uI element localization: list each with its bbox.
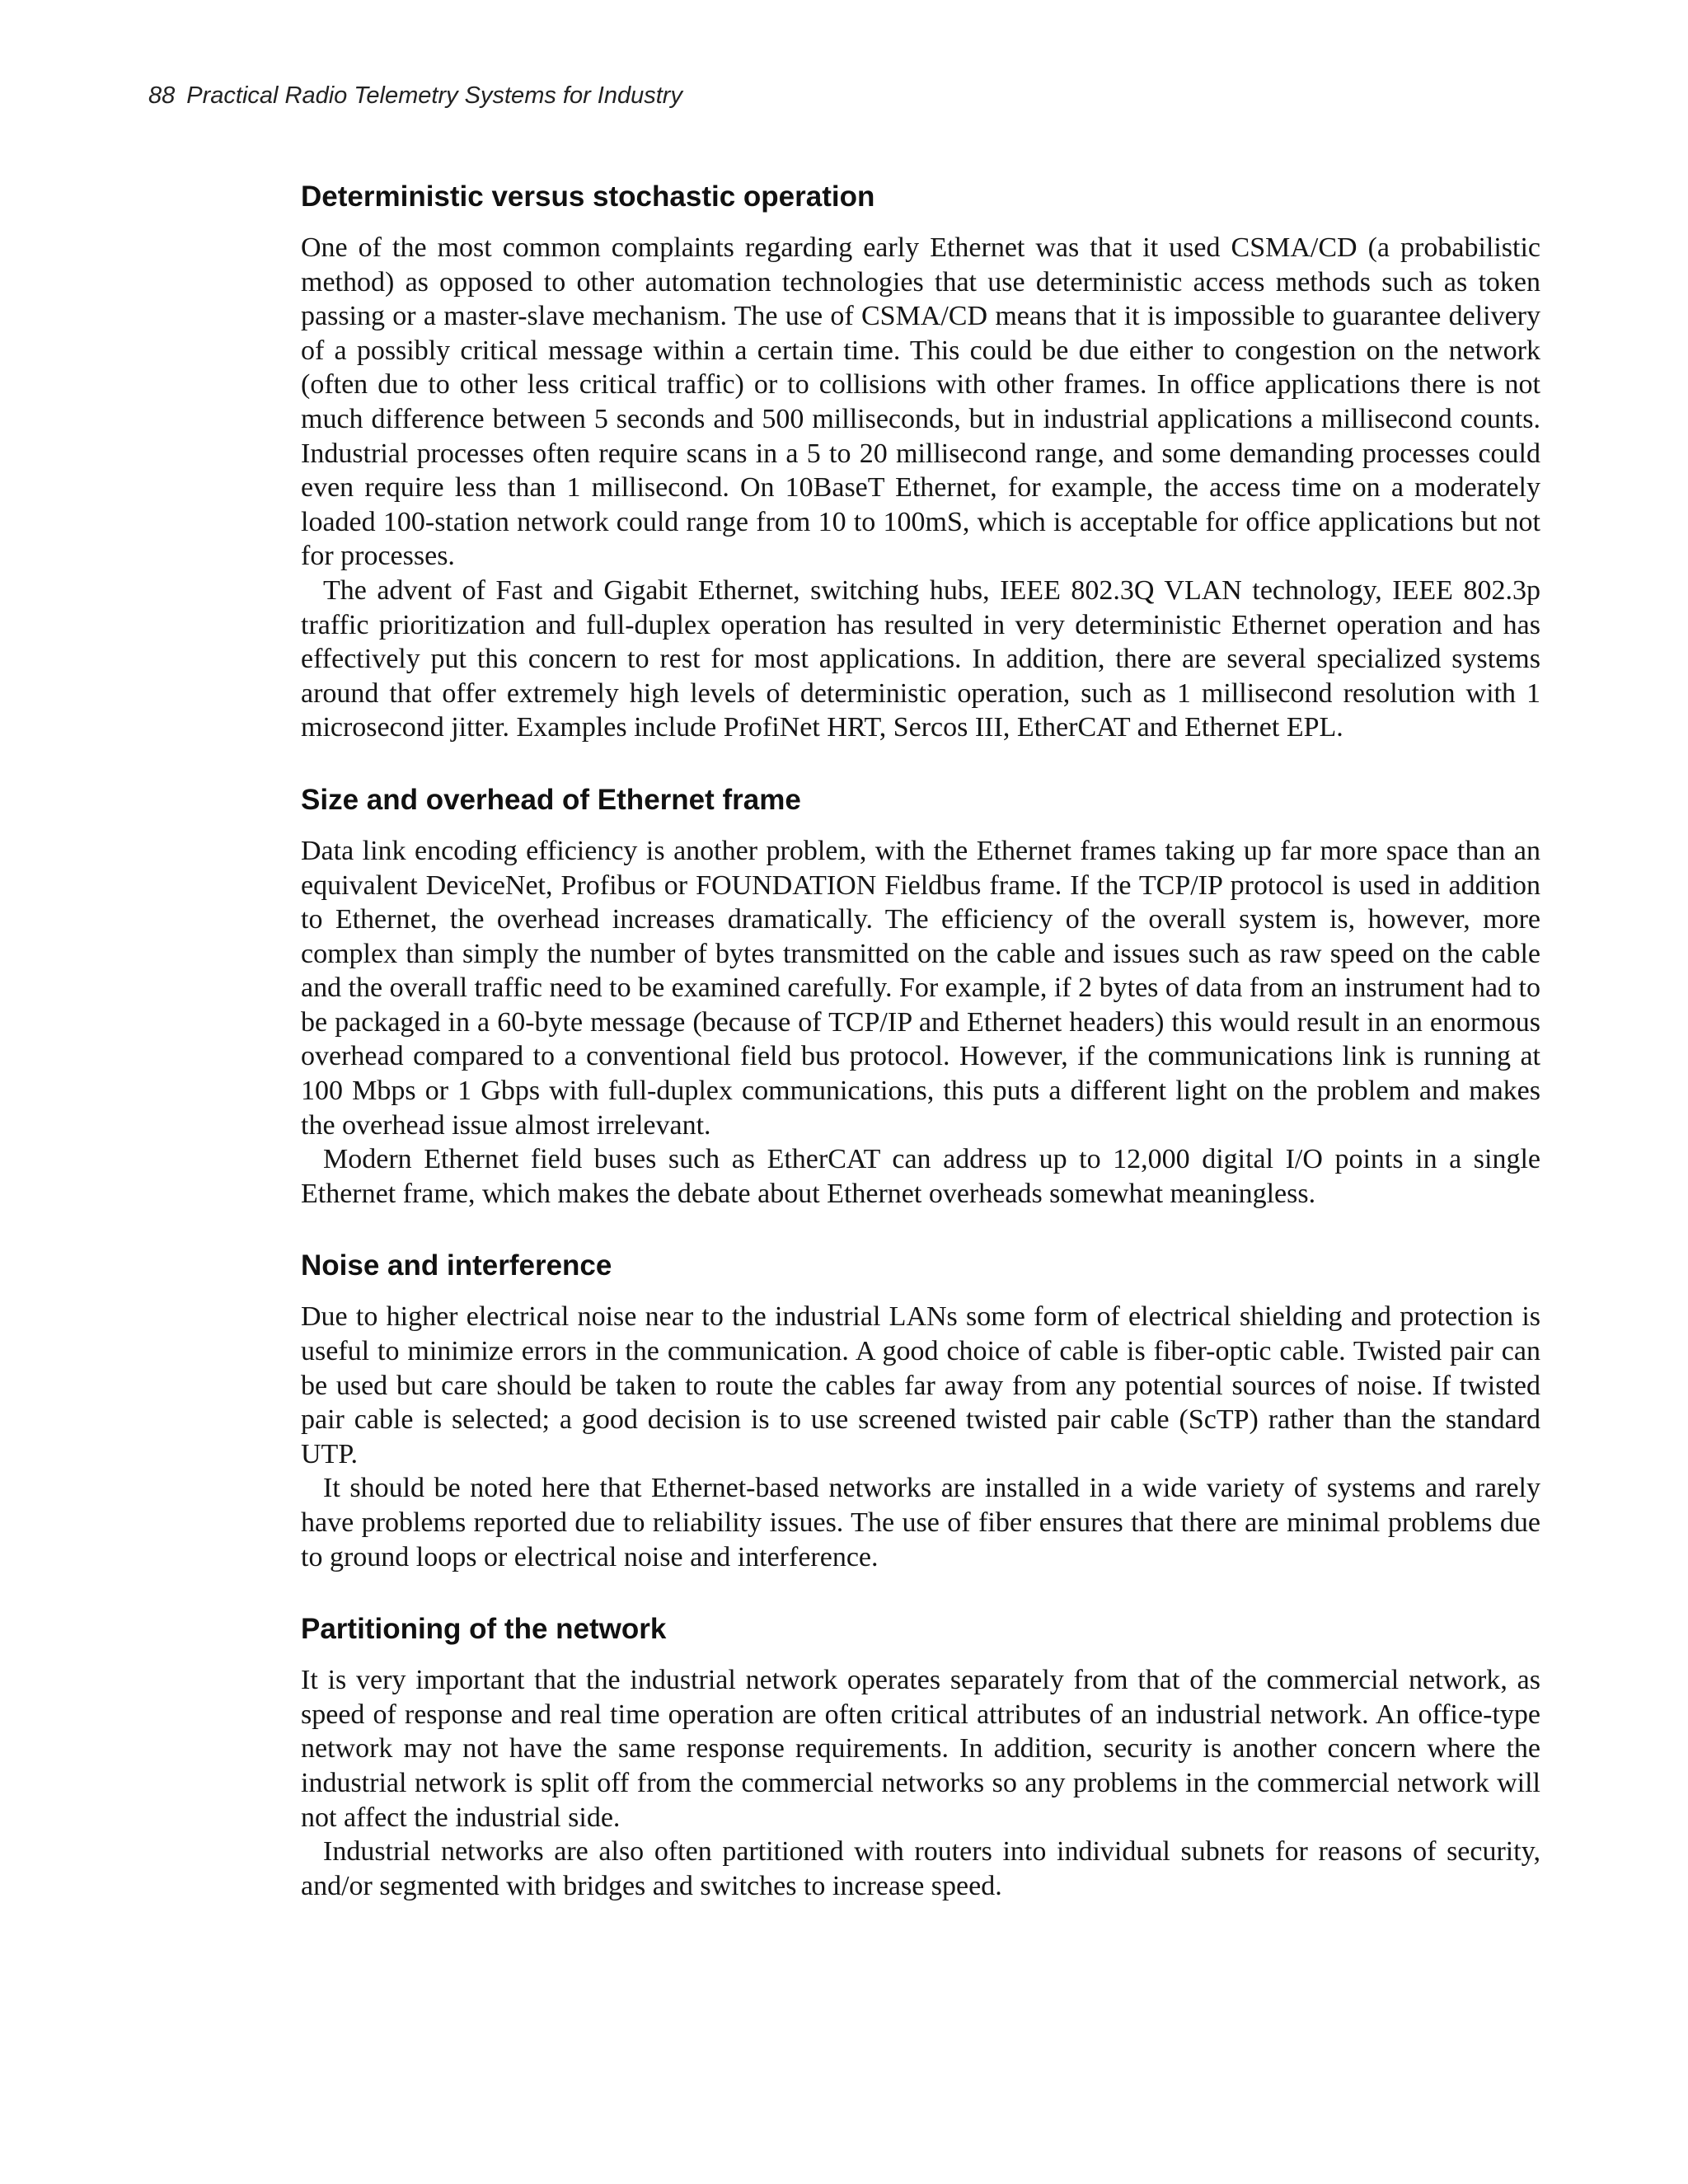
paragraph: Industrial networks are also often partitioned with routers into individual subnets for reasons of security, and/or segmented with bridges and switches to increase speed.: [301, 1836, 1540, 1901]
paragraph: Modern Ethernet field buses such as EtherCAT can address up to 12,000 digital I/O points in a single Ethernet frame, which makes the debate about Ethernet overheads somewhat meaningless.: [301, 1144, 1540, 1209]
section-noise-interference: [301, 1247, 1540, 1574]
paragraph: Data link encoding efficiency is another problem, with the Ethernet frames taking up far more space than an equivalent DeviceNet, Profibus or FOUNDATION Fieldbus frame. If the TCP/IP protocol is used in addition to Ethernet, the overhead increases dramatically. The efficiency of the overall system is, however, more complex than simply the number of bytes transmitted on the cable and issues such as raw speed on the cable and the overall traffic need to be examined carefully. For example, if 2 bytes of data from an instrument had to be packaged in a 60-byte message (because of TCP/IP and Ethernet headers) this would result in an enormous overhead compared to a conventional field bus protocol. However, if the communications link is running at 100 Mbps or 1 Gbps with full-duplex communications, this puts a different light on the problem and makes the overhead issue almost irrelevant.: [301, 835, 1540, 1141]
section-heading: Size and overhead of Ethernet frame: [301, 783, 801, 816]
section-network-partitioning: [301, 1610, 1540, 1903]
paragraph: It should be noted here that Ethernet-based networks are installed in a wide variety of systems and rarely have problems reported due to reliability issues. The use of fiber ensures that there are minimal problems due to ground loops or electrical noise and interference.: [301, 1473, 1540, 1572]
paragraph: One of the most common complaints regarding early Ethernet was that it used CSMA/CD (a probabilistic method) as opposed to other automation technologies that use deterministic access methods such as token passing or a master-slave mechanism. The use of CSMA/CD means that it is impossible to guarantee delivery of a possibly critical message within a certain time. This could be due either to congestion on the network (often due to other less critical traffic) or to collisions with other frames. In office applications there is not much difference between 5 seconds and 500 milliseconds, but in industrial applications a millisecond counts. Industrial processes often require scans in a 5 to 20 millisecond range, and some demanding processes could even require less than 1 millisecond. On 10BaseT Ethernet, for example, the access time on a moderately loaded 100-station network could range from 10 to 100mS, which is acceptable for office applications but not for processes.: [301, 232, 1540, 572]
page-number: 88: [148, 82, 176, 109]
section-heading: Deterministic versus stochastic operation: [301, 180, 875, 213]
section-deterministic-operation: [301, 178, 1540, 745]
running-header: [148, 82, 682, 110]
paragraph: It is very important that the industrial network operates separately from that of the commercial network, as speed of response and real time operation are often critical attributes of an industrial network. An office-type network may not have the same response requirements. In addition, security is another concern where the industrial network is split off from the commercial networks so any problems in the commercial network will not affect the industrial side.: [301, 1665, 1540, 1833]
book-title: Practical Radio Telemetry Systems for Industry: [186, 82, 682, 109]
paragraph: The advent of Fast and Gigabit Ethernet, switching hubs, IEEE 802.3Q VLAN technology, IEEE 802.3p traffic prioritization and full-duplex operation has resulted in very deterministic Ethernet operation and has effectively put this concern to rest for most applications. In addition, there are several specialized systems around that offer extremely high levels of deterministic operation, such as 1 millisecond resolution with 1 microsecond jitter. Examples include ProfiNet HRT, Sercos III, EtherCAT and Ethernet EPL.: [301, 574, 1540, 743]
paragraph: Due to higher electrical noise near to the industrial LANs some form of electrical shielding and protection is useful to minimize errors in the communication. A good choice of cable is fiber-optic cable. Twisted pair can be used but care should be taken to route the cables far away from any potential sources of noise. If twisted pair cable is selected; a good decision is to use screened twisted pair cable (ScTP) rather than the standard UTP.: [301, 1301, 1540, 1469]
section-heading: Partitioning of the network: [301, 1613, 667, 1646]
section-ethernet-frame-overhead: [301, 781, 1540, 1212]
page-body: [301, 178, 1540, 1939]
section-heading: Noise and interference: [301, 1249, 612, 1282]
